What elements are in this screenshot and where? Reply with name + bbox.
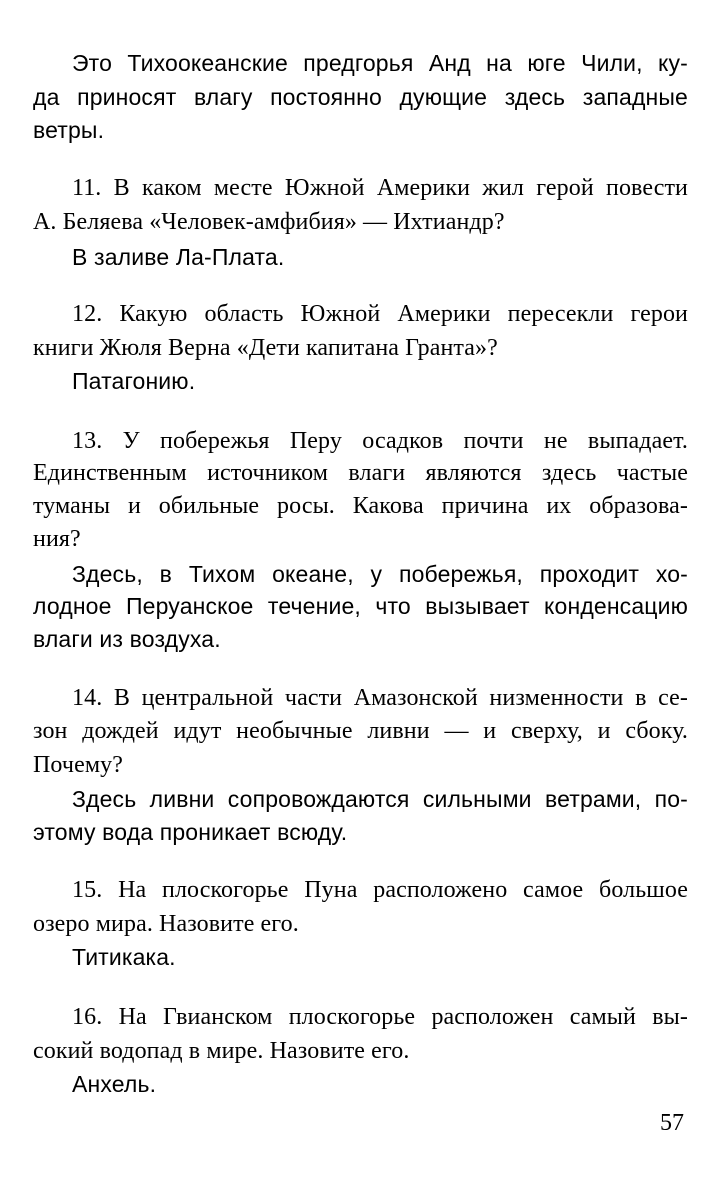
question-13-line-4: ния? bbox=[33, 526, 81, 552]
intro-answer-line-2: да приносят влагу постоянно дующие здесь западные bbox=[33, 84, 688, 110]
answer-16-line-1: Анхель. bbox=[72, 1071, 157, 1097]
intro-answer-line-3: ветры. bbox=[33, 117, 105, 143]
question-11-line-2: А. Беляева «Человек-амфибия» — Ихтиандр? bbox=[33, 209, 505, 235]
intro-answer-line-1: Это Тихоокеанские предгорья Анд на юге Чили, ку- bbox=[72, 50, 688, 76]
question-15-line-1: 15. На плоскогорье Пуна расположено самое большое bbox=[72, 877, 688, 903]
answer-15-line-1: Титикака. bbox=[72, 944, 176, 970]
answer-14-line-1: Здесь ливни сопровождаются сильными ветрами, по- bbox=[72, 786, 688, 812]
question-12-line-2: книги Жюля Верна «Дети капитана Гранта»? bbox=[33, 335, 498, 361]
answer-12-line-1: Патагонию. bbox=[72, 368, 196, 394]
answer-14-line-2: этому вода проникает всюду. bbox=[33, 819, 348, 845]
question-13-line-2: Единственным источником влаги являются здесь частые bbox=[33, 460, 688, 486]
question-13-line-3: туманы и обильные росы. Какова причина их образова- bbox=[33, 493, 688, 519]
answer-13-line-1: Здесь, в Тихом океане, у побережья, проходит хо- bbox=[72, 561, 688, 587]
question-14-line-2: зон дождей идут необычные ливни — и сверху, и сбоку. bbox=[33, 718, 688, 744]
question-11-line-1: 11. В каком месте Южной Америки жил герой повести bbox=[72, 175, 688, 201]
question-15-line-2: озеро мира. Назовите его. bbox=[33, 911, 299, 937]
question-14-line-1: 14. В центральной части Амазонской низменности в се- bbox=[72, 685, 688, 711]
answer-13-line-3: влаги из воздуха. bbox=[33, 626, 221, 652]
page-number: 57 bbox=[660, 1110, 684, 1136]
question-16-line-1: 16. На Гвианском плоскогорье расположен самый вы- bbox=[72, 1004, 688, 1030]
question-14-line-3: Почему? bbox=[33, 752, 123, 778]
question-13-line-1: 13. У побережья Перу осадков почти не выпадает. bbox=[72, 428, 688, 454]
answer-13-line-2: лодное Перуанское течение, что вызывает конденсацию bbox=[33, 593, 688, 619]
answer-11-line-1: В заливе Ла-Плата. bbox=[72, 244, 285, 270]
question-12-line-1: 12. Какую область Южной Америки пересекли герои bbox=[72, 301, 688, 327]
question-16-line-2: сокий водопад в мире. Назовите его. bbox=[33, 1038, 410, 1064]
